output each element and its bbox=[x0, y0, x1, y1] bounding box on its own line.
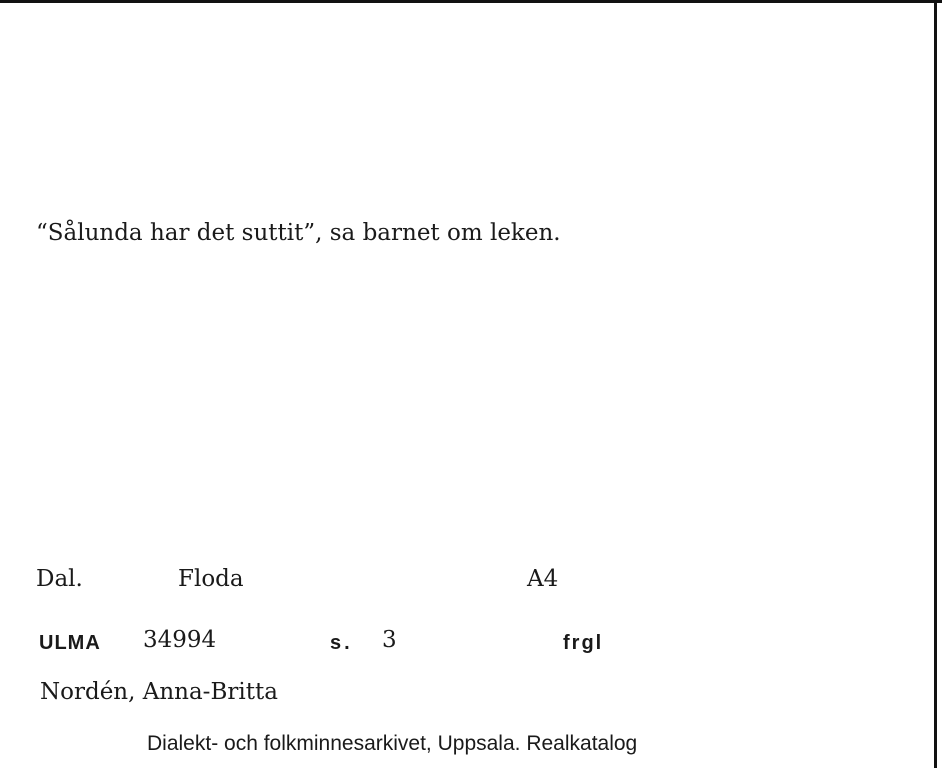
category-code: A4 bbox=[527, 566, 559, 592]
author-name: Nordén, Anna-Britta bbox=[40, 679, 278, 705]
card-border-top bbox=[0, 0, 942, 3]
quote-text: “Sålunda har det suttit”, sa barnet om leken. bbox=[36, 220, 561, 246]
archive-footer: Dialekt- och folkminnesarkivet, Uppsala. Realkatalog bbox=[147, 732, 638, 755]
card-border-right bbox=[934, 0, 937, 768]
ulma-label: ULMA bbox=[39, 632, 101, 654]
region-text: Dal. bbox=[36, 566, 83, 592]
record-type: frgl bbox=[563, 632, 604, 654]
page-number: 3 bbox=[382, 627, 397, 653]
ulma-number: 34994 bbox=[143, 627, 217, 653]
parish-text: Floda bbox=[178, 566, 244, 592]
page-label: s. bbox=[330, 632, 353, 654]
